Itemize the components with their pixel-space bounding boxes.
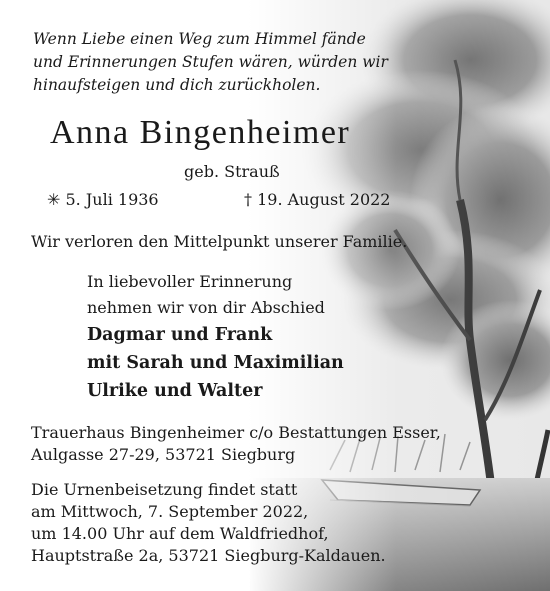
burial-line-3: um 14.00 Uhr auf dem Waldfriedhof, bbox=[31, 524, 329, 543]
deceased-name: Anna Bingenheimer bbox=[50, 114, 351, 151]
burial-line-1: Die Urnenbeisetzung findet statt bbox=[31, 480, 298, 499]
farewell-line-2: nehmen wir von dir Abschied bbox=[87, 298, 325, 317]
death-date-text: 19. August 2022 bbox=[257, 190, 391, 209]
poem-line-2: und Erinnerungen Stufen wären, würden wir bbox=[33, 53, 388, 71]
mourner-line: Ulrike und Walter bbox=[87, 381, 263, 401]
address-line-2: Aulgasse 27-29, 53721 Siegburg bbox=[31, 445, 296, 464]
poem-line-1: Wenn Liebe einen Weg zum Himmel fände bbox=[33, 30, 366, 48]
death-cross-icon: † bbox=[244, 190, 252, 209]
address-line-1: Trauerhaus Bingenheimer c/o Bestattungen Esser, bbox=[31, 423, 441, 442]
mourner-line: mit Sarah und Maximilian bbox=[87, 353, 344, 373]
birth-star-icon: ✳ bbox=[47, 190, 61, 209]
burial-line-4: Hauptstraße 2a, 53721 Siegburg-Kaldauen. bbox=[31, 546, 386, 565]
poem-line-3: hinaufsteigen und dich zurückholen. bbox=[33, 76, 321, 94]
farewell-line-1: In liebevoller Erinnerung bbox=[87, 272, 293, 291]
birth-date bbox=[47, 190, 159, 209]
family-statement: Wir verloren den Mittelpunkt unserer Familie. bbox=[31, 232, 408, 251]
burial-line-2: am Mittwoch, 7. September 2022, bbox=[31, 502, 309, 521]
birth-name: geb. Strauß bbox=[184, 162, 280, 181]
death-date bbox=[244, 190, 390, 209]
mourner-line: Dagmar und Frank bbox=[87, 325, 273, 345]
birth-date-text: 5. Juli 1936 bbox=[65, 190, 159, 209]
